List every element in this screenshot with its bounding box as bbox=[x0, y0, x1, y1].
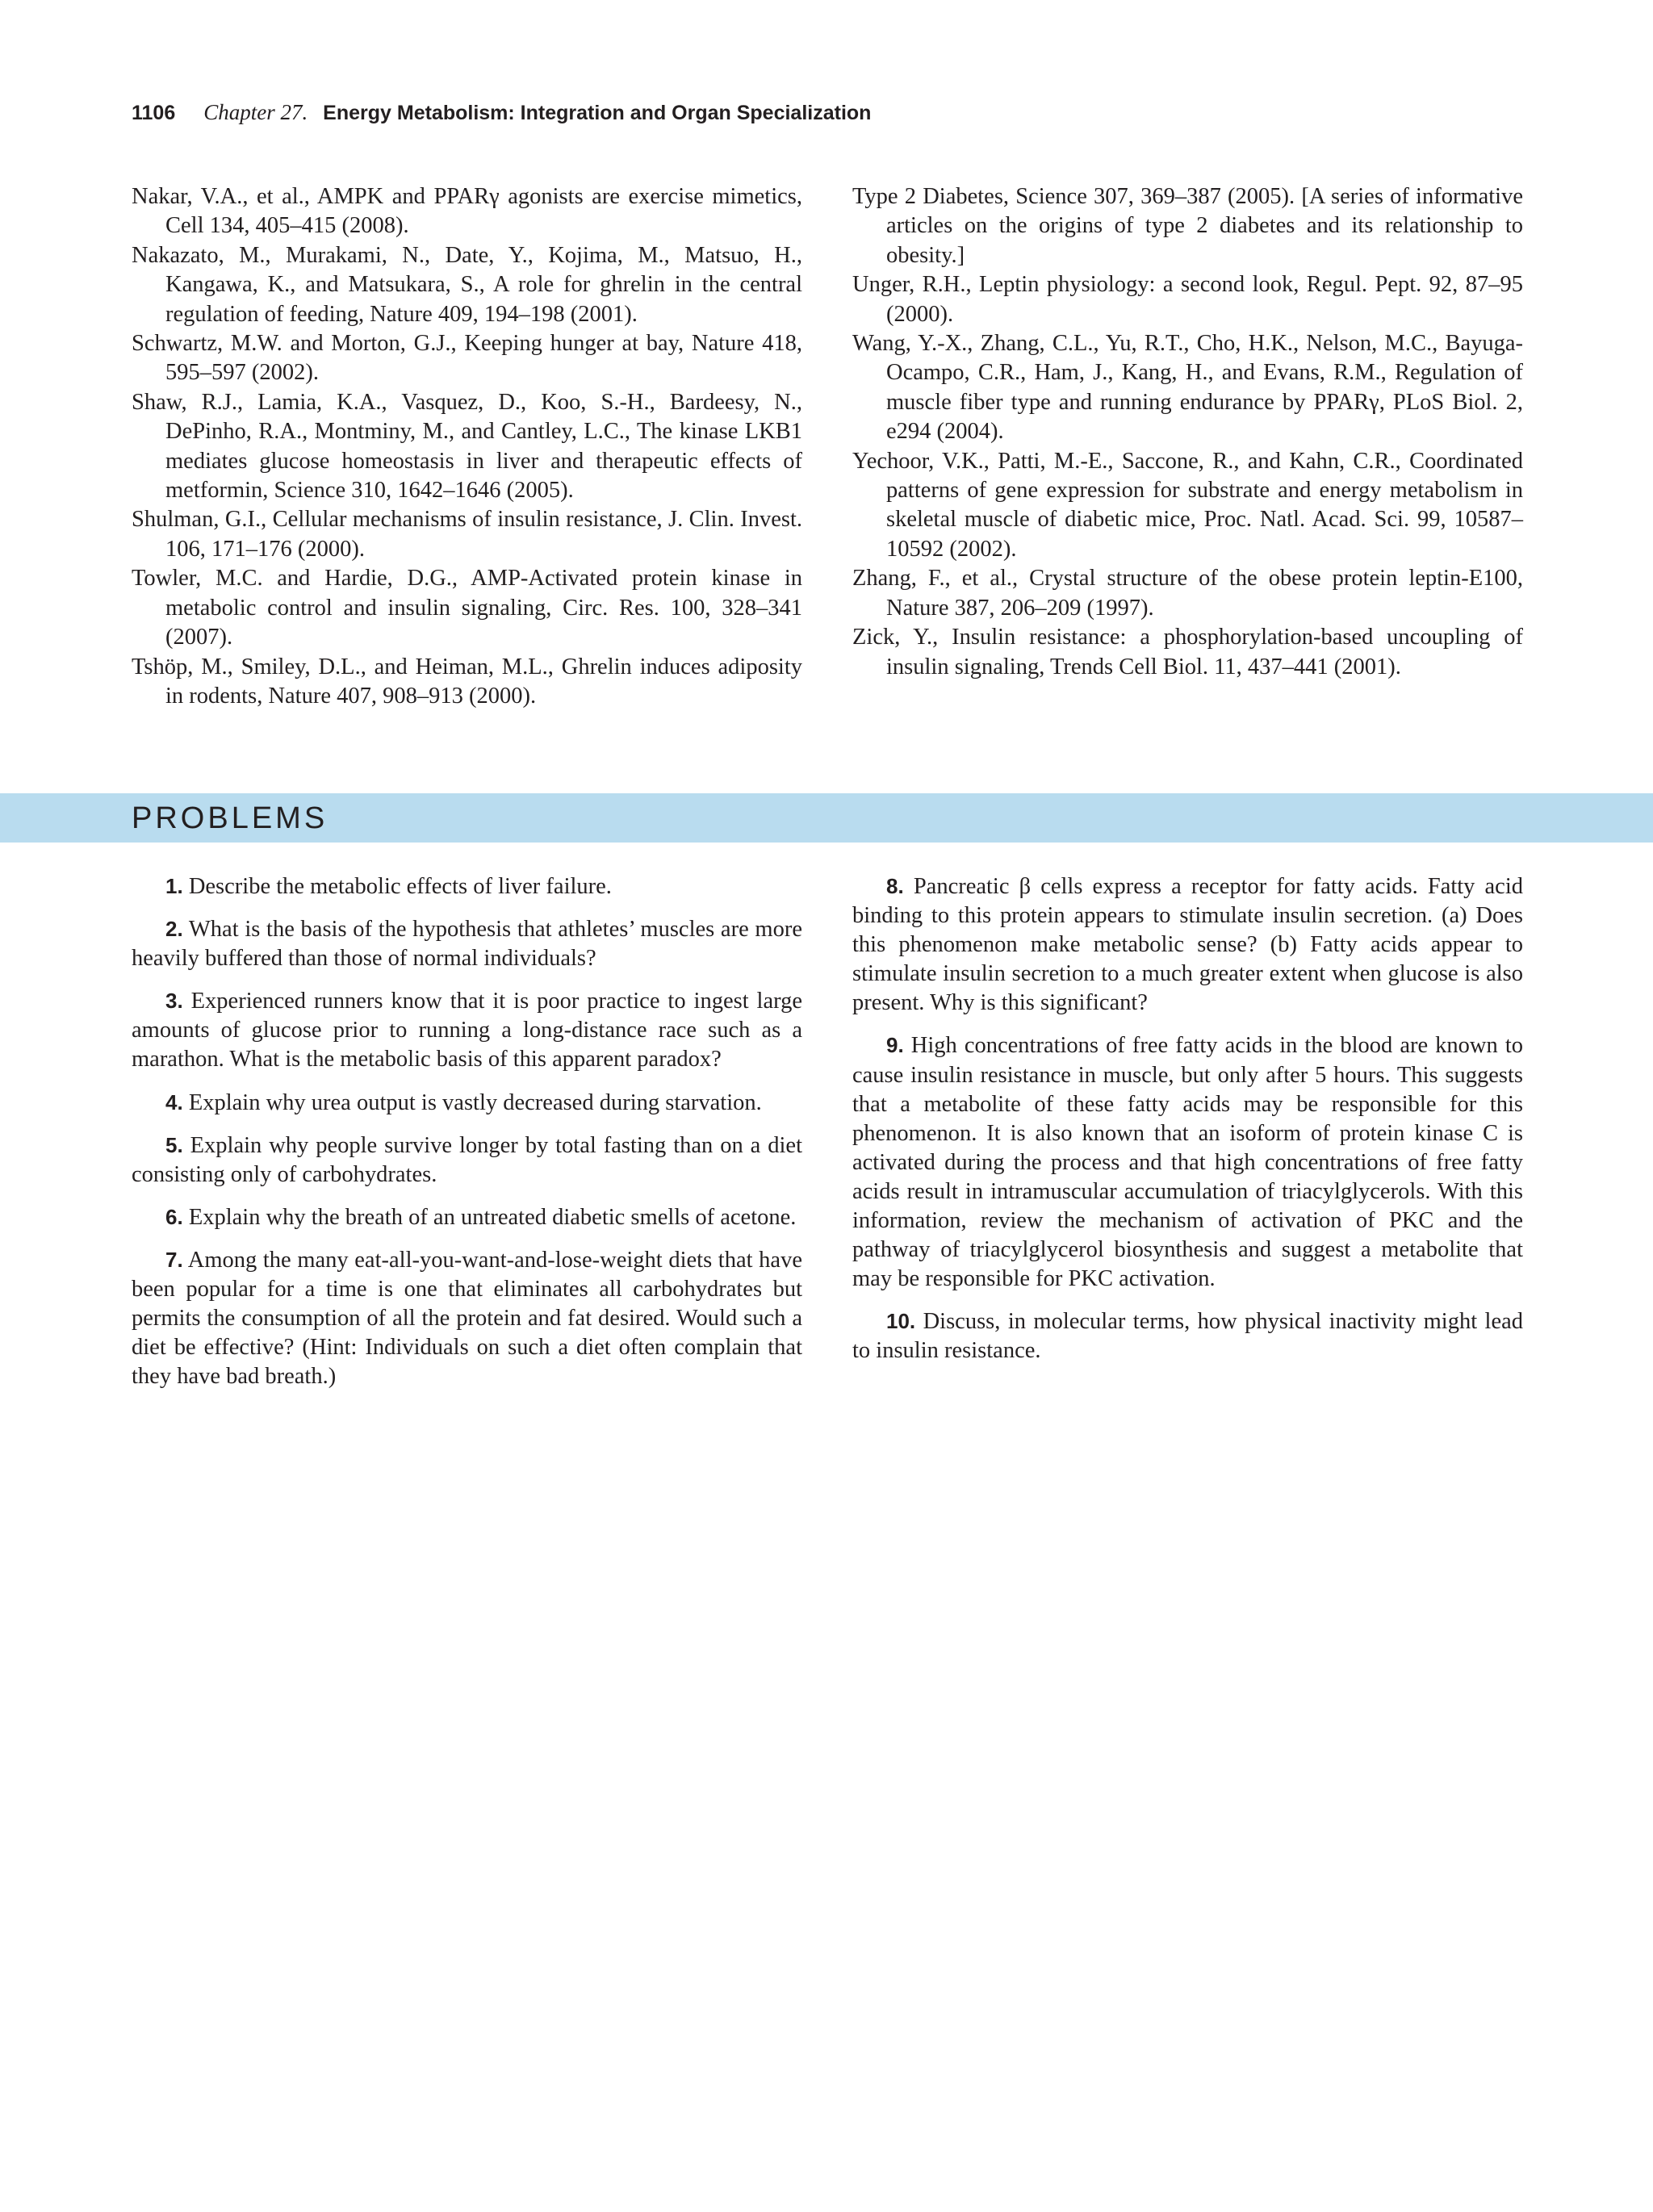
problem-number: 3. bbox=[165, 989, 183, 1014]
problem-text: Explain why the breath of an untreated diabetic smells of acetone. bbox=[188, 1204, 797, 1230]
problem-text: Experienced runners know that it is poor practice to ingest large amounts of glucose prior to running a long-distance race such as a marathon. What is the metabolic basis of this apparent paradox? bbox=[132, 989, 802, 1073]
problem-number: 10. bbox=[886, 1309, 916, 1334]
reference-entry: Nakar, V.A., et al., AMPK and PPARγ agonists are exercise mimetics, Cell 134, 405–415 (2008). bbox=[132, 184, 802, 239]
page-number: 1106 bbox=[132, 102, 176, 124]
reference-entry: Yechoor, V.K., Patti, M.-E., Saccone, R., and Kahn, C.R., Coordinated patterns of gene expression for substrate and energy metabolism in skeletal muscle of diabetic mice, Proc. Natl. Acad. Sci. 99, 10587–10592 (2002). bbox=[852, 448, 1523, 562]
reference-entry: Schwartz, M.W. and Morton, G.J., Keeping hunger at bay, Nature 418, 595–597 (2002). bbox=[132, 331, 802, 386]
problem-number: 8. bbox=[886, 874, 904, 898]
problem-text: What is the basis of the hypothesis that athletes’ muscles are more heavily buffered than those of normal individuals? bbox=[132, 917, 802, 972]
problem-number: 1. bbox=[165, 874, 183, 898]
problems-heading: PROBLEMS bbox=[132, 801, 329, 835]
reference-entry: Type 2 Diabetes, Science 307, 369–387 (2005). [A series of informative articles on the origins of type 2 diabetes and its relationship to obesity.] bbox=[852, 184, 1523, 268]
reference-entry: Nakazato, M., Murakami, N., Date, Y., Kojima, M., Matsuo, H., Kangawa, K., and Matsukara, S., A role for ghrelin in the central regulation of feeding, Nature 409, 194–198 (2001). bbox=[132, 242, 802, 327]
reference-entry: Tshöp, M., Smiley, D.L., and Heiman, M.L., Ghrelin induces adiposity in rodents, Nature 407, 908–913 (2000). bbox=[132, 654, 802, 709]
problem-item bbox=[852, 1031, 1523, 1294]
problem-item bbox=[852, 1307, 1523, 1365]
problem-item bbox=[852, 872, 1523, 1018]
problem-item bbox=[132, 1088, 802, 1118]
reference-entry: Shulman, G.I., Cellular mechanisms of insulin resistance, J. Clin. Invest. 106, 171–176 (2000). bbox=[132, 507, 802, 562]
reference-entry: Towler, M.C. and Hardie, D.G., AMP-Activated protein kinase in metabolic control and insulin signaling, Circ. Res. 100, 328–341 (2007). bbox=[132, 566, 802, 650]
problem-number: 6. bbox=[165, 1204, 183, 1229]
problem-number: 4. bbox=[165, 1089, 183, 1114]
problem-text: Explain why urea output is vastly decreased during starvation. bbox=[188, 1089, 762, 1115]
problem-item bbox=[132, 1202, 802, 1232]
chapter-title: Energy Metabolism: Integration and Organ Specialization bbox=[323, 102, 872, 124]
problem-item bbox=[132, 914, 802, 973]
problem-text: Pancreatic β cells express a receptor for fatty acids. Fatty acid binding to this protein appears to stimulate insulin secretion. (a) Does this phenomenon make metabolic sense? (b) Fatty acids appear to stimulate insulin secretion to a much greater extent when glucose is also present. Why is this significant? bbox=[852, 874, 1524, 1016]
problem-text: Describe the metabolic effects of liver failure. bbox=[188, 874, 612, 899]
problem-number: 2. bbox=[165, 917, 183, 942]
problem-item bbox=[132, 1131, 802, 1190]
problem-item bbox=[132, 986, 802, 1074]
problem-text: Discuss, in molecular terms, how physical inactivity might lead to insulin resistance. bbox=[852, 1309, 1524, 1364]
references-right-column bbox=[852, 182, 1523, 682]
reference-entry: Zhang, F., et al., Crystal structure of the obese protein leptin-E100, Nature 387, 206–209 (1997). bbox=[852, 566, 1523, 621]
problem-item bbox=[132, 1245, 802, 1391]
reference-entry: Unger, R.H., Leptin physiology: a second look, Regul. Pept. 92, 87–95 (2000). bbox=[852, 272, 1523, 327]
running-head bbox=[132, 100, 871, 125]
problems-section-band bbox=[0, 793, 1653, 843]
problem-text: Among the many eat-all-you-want-and-lose-weight diets that have been popular for a time is one that eliminates all carbohydrates but permits the consumption of all the protein and fat desired. Would such a diet be effective? (Hint: Individuals on such a diet often complain that they have bad breath.) bbox=[132, 1247, 802, 1390]
problem-number: 5. bbox=[165, 1132, 183, 1157]
reference-entry: Wang, Y.-X., Zhang, C.L., Yu, R.T., Cho, H.K., Nelson, M.C., Bayuga-Ocampo, C.R., Ham, J., Kang, H., and Evans, R.M., Regulation of muscle fiber type and running endurance by PPARγ, PLoS Biol. 2, e294 (2004). bbox=[852, 331, 1523, 445]
reference-entry: Zick, Y., Insulin resistance: a phosphorylation-based uncoupling of insulin signaling, Trends Cell Biol. 11, 437–441 (2001). bbox=[852, 625, 1523, 679]
problems-right-column bbox=[852, 872, 1523, 1379]
chapter-label: Chapter 27. bbox=[203, 100, 308, 124]
reference-entry: Shaw, R.J., Lamia, K.A., Vasquez, D., Koo, S.-H., Bardeesy, N., DePinho, R.A., Montminy, M., and Cantley, L.C., The kinase LKB1 mediates glucose homeostasis in liver and therapeutic effects of metformin, Science 310, 1642–1646 (2005). bbox=[132, 389, 802, 504]
problem-text: Explain why people survive longer by total fasting than on a diet consisting only of carbohydrates. bbox=[132, 1132, 802, 1187]
problem-number: 7. bbox=[165, 1247, 183, 1272]
problems-left-column bbox=[132, 872, 802, 1404]
problem-item bbox=[132, 872, 802, 901]
problem-number: 9. bbox=[886, 1033, 904, 1058]
references-left-column bbox=[132, 182, 802, 711]
problem-text: High concentrations of free fatty acids in the blood are known to cause insulin resistance in muscle, but only after 5 hours. This suggests that a metabolite of these fatty acids may be responsible for this phenomenon. It is also known that an isoform of protein kinase C is activated during the process and that high concentrations of free fatty acids result in intramuscular accumulation of triacylglycerols. With this information, review the mechanism of activation of PKC and the pathway of triacylglycerol biosynthesis and suggest a metabolite that may be responsible for PKC activation. bbox=[852, 1033, 1524, 1292]
